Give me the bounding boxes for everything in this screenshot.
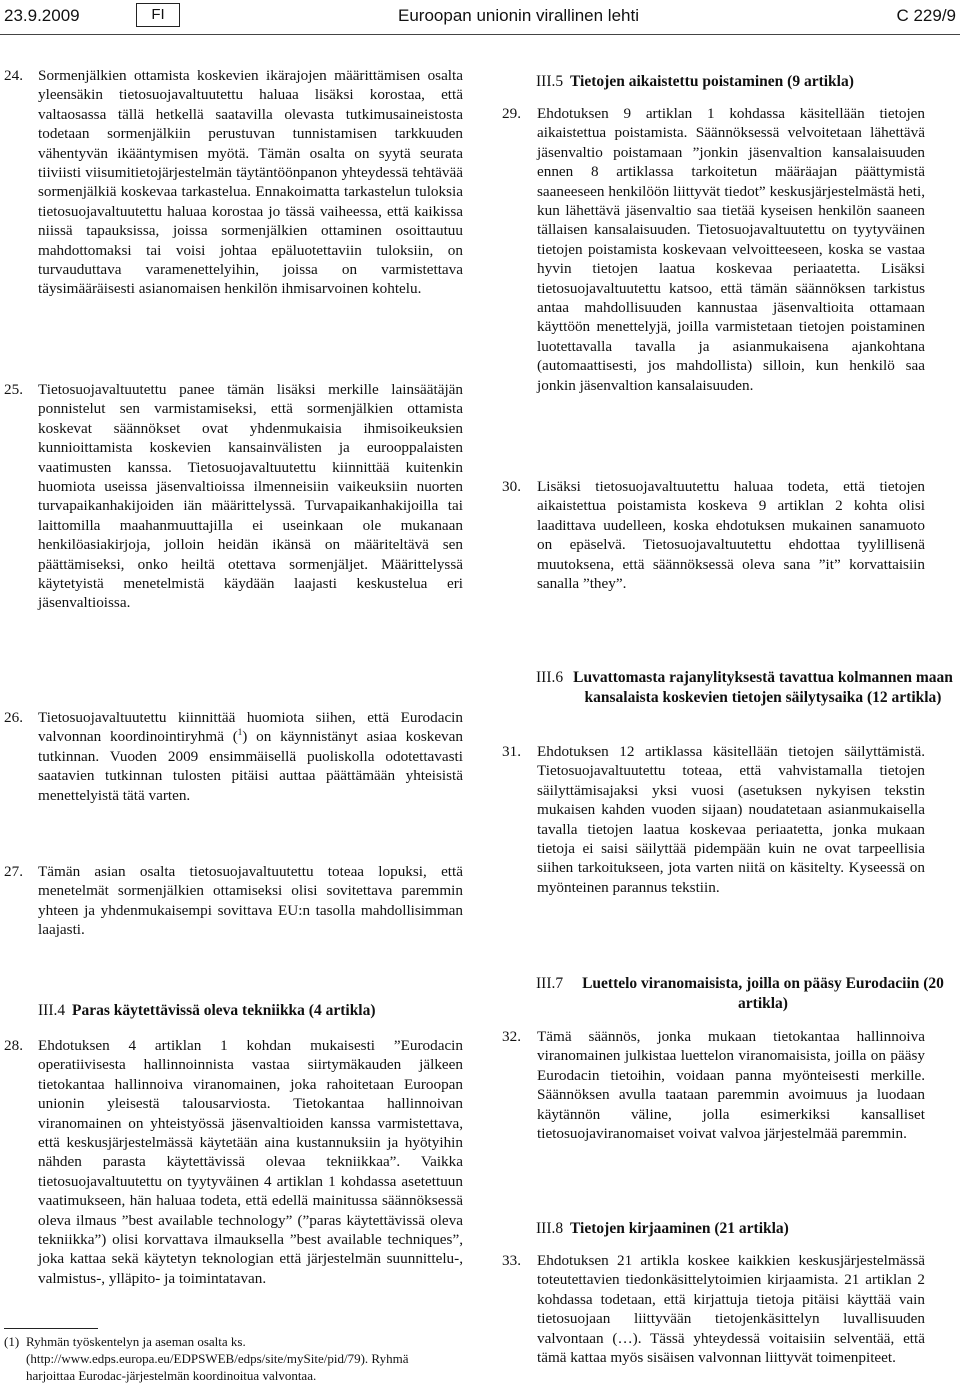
paragraph-text: Tietosuojavaltuutettu panee tämän lisäksi merkille lainsäätäjän ponnistelut sen varmistamiseksi, että sormenjälkien ottamista koskevat säännökset ovat yhdenmukaisia ihmisoikeuksien kunnioittamista koskevien kansainvälisten ja eurooppalaisten vaatimusten kanssa. Tietosuojavaltuutettu kiinnittää kuitenkin huomiota useissa jäsenvaltioissa ilmenneisiin vaikeuksiin nuorten turvapaikanhakijoiden iän määrittelyssä. Turvapaikanhakijoilla tai laittomilla maahanmuuttajilla ei useinkaan ole mukanaan henkilöasiakirjoja, jolloin heidän ikänsä on määriteltävä sen päättämiseksi, onko heiltä otettava sormenjäljet. Määrittelyssä käytetyistä menetelmistä käydään laajasti keskustelua eri jäsenvaltioissa. [38,381,463,612]
journal-title: Euroopan unionin virallinen lehti [398,6,639,25]
paragraph-text: Ehdotuksen 12 artiklassa käsitellään tietojen säilyttämistä. Tietosuojavaltuutettu toteaa, että vahvistamalla tietojen säilyttämisajaksi yksi vuosi (asetuksen nykyisen tekstin mukaisen kahden vuoden sijaan) noudatetaan asianmukaisella tavalla tietojen laatua koskevaa periaatetta, jonka mukaan tietoja ei saisi säilyttää pidempään kuin ne ovat tarpeellisia siihen tarkoitukseen, jota varten niitä on käsitelty. Kyseessä on myönteinen parannus tekstiin. [537,743,925,896]
paragraph-30 [502,477,925,593]
section-title: Luvattomasta rajanylityksestä tavattua kolmannen maan kansalaista koskevien tietojen säilytysaika (12 artikla) [573,669,953,706]
section-title: Paras käytettävissä oleva tekniikka (4 artikla) [72,1002,376,1019]
section-heading-III-5 [536,72,956,92]
paragraph-text-part: ) on käynnistänyt asiaa koskevan tutkinnan. Vuoden 2009 ensimmäisellä puoliskolla odotettavasti saatavien tutkinnan tulosten pitäisi auttaa päättämään yhteisistä menettelyistä tätä varten. [38,728,463,804]
section-title: Tietojen aikaistettu poistaminen (9 artikla) [570,73,854,90]
paragraph-text: Sormenjälkien ottamista koskevien ikärajojen määrittämisen osalta yleensäkin tietosuojavaltuutettu haluaa lisäksi korostaa, että valtaosassa tällä hetkellä saatavilla olevasta tutkimusaineistosta todetaan sormenjälkiin perustuvan tunnistamisen tarkkuuden vähentyvän ikääntymisen myötä. Tämän osalta on syytä seurata tiiviisti viisumitietojärjestelmän täytäntöönpanon yhteydessä tehtävää sormenjälkiä koskevaa tarkastelua. Ennakoimatta tarkastelun tuloksia tietosuojavaltuutettu haluaa korostaa jo tässä vaiheessa, että kaikissa niissä tapauksissa, joissa sormenjälkien ottaminen osoittautuu mahdottomaksi tai voisi johtaa epäluotettaviin tuloksiin, on turvauduttava varamenettelyihin, joissa on varmistettava täysimääräisesti asianomaisen henkilön ihmisarvoinen kohtelu. [38,67,463,298]
paragraph-number: 28. [4,1037,23,1054]
paragraph-text: Ehdotuksen 4 artiklan 1 kohdan mukaisesti ”Eurodacin operatiivisesta hallinnoinnista vastaa siirtymäkauden jälkeen tietokantaa hallinnoiva viranomainen, joka rahoitetaan Euroopan unionin yleisestä talousarviosta. Tietokantaa hallinnoivan viranomainen on yhteistyössä jäsenvaltioiden kanssa varmistettava, että keskusjärjestelmässä käytetään aina kustannuksiin ja hyötyihin nähden parasta käytettävissä olevaa tekniikkaa”. Vaikka tietosuojavaltuutettu on tyytyväinen 4 artiklan 1 kohdassa asetettuun vaatimukseen, hän haluaa todeta, että edellä mainitussa säännöksessä oleva ilmaus ”best available technology” (”paras käytettävissä oleva tekniikka”) olisi korvattava ilmauksella ”best available techniques”, joka kattaa sekä käytetyn teknologian että järjestelmän suunnittelu-, valmistus-, ylläpito- ja toimintatavan. [38,1037,463,1287]
paragraph-number: 27. [4,863,23,880]
paragraph-text-part: Tietosuojavaltuutettu kiinnittää huomiota siihen, että Eurodacin valvonnan koordinointiryhmä ( [38,709,463,746]
paragraph-number: 30. [502,478,521,495]
section-heading-III-8 [536,1219,956,1239]
page-reference: C 229/9 [896,6,956,25]
paragraph-text: Tämä säännös, jonka mukaan tietokantaa hallinnoiva viranomainen julkistaa luettelon viranomaisista, joilla on pääsy Eurodacin tietoihin, voidaan panna myönteisesti merkille. Säännöksen avulla taataan paremmin avoimuus ja luodaan käytännön väline, jolla esimerkiksi kansalliset tietosuojaviranomaiset voivat valvoa järjestelmää paremmin. [537,1028,925,1143]
paragraph-25 [4,380,463,613]
section-title: Luettelo viranomaisista, joilla on pääsy Eurodaciin (20 artikla) [582,975,944,1012]
issue-date: 23.9.2009 [4,6,80,25]
paragraph-27 [4,862,463,940]
paragraph-text: Tämän asian osalta tietosuojavaltuutettu toteaa lopuksi, että menetelmät sormenjälkien ottamiseksi olisi sovitettava paremmin yhteen ja yhdenmukaisempi sovittava EU:n tasolla mahdollisimman laajasti. [38,863,463,939]
section-heading-III-6 [536,668,956,707]
paragraph-31 [502,742,925,897]
language-code-box: FI [136,3,180,27]
paragraph-26 [4,708,463,805]
paragraph-24 [4,66,463,299]
paragraph-number: 25. [4,381,23,398]
section-heading-III-7 [536,974,956,1013]
paragraph-28 [4,1036,463,1288]
paragraph-29 [502,104,925,395]
paragraph-text: Ehdotuksen 21 artikla koskee kaikkien keskusjärjestelmässä toteutettavien tiedonkäsittelytoimien kirjaamista. 21 artiklan 2 kohdassa todetaan, että kirjattuja tietoja pitäisi käyttää vain tietosuojaan liittyvään tietojenkäsittelyn luvallisuuden valvontaan (…). Tässä yhteydessä voitaisiin selventää, että tämä kattaa myös sisäisen valvonnan liittyvät toimenpiteet. [537,1252,925,1367]
paragraph-number: 24. [4,67,23,84]
footnote [4,1333,460,1384]
paragraph-33 [502,1251,925,1367]
footnote-marker[interactable]: 1 [237,727,243,738]
header-rule [0,34,960,35]
footnote-rule [4,1328,98,1329]
paragraph-number: 31. [502,743,521,760]
paragraph-number: 32. [502,1028,521,1045]
paragraph-text: Lisäksi tietosuojavaltuutettu haluaa todeta, että tietojen aikaistettua poistamista koskeva 9 artiklan 2 kohta olisi laadittava uudelleen, koska ehdotuksen mukainen sanamuoto on epäselvä. Tietosuojavaltuutettu ehdottaa tyylillisenä muutoksena, että säännöksessä oleva sana ”it” korvattaisiin sanalla ”they”. [537,478,925,593]
section-number: III.7 [536,975,564,992]
paragraph-32 [502,1027,925,1143]
footnote-number: (1) [4,1334,20,1349]
section-title: Tietojen kirjaaminen (21 artikla) [570,1220,789,1237]
section-number: III.5 [536,73,564,90]
paragraph-number: 33. [502,1252,521,1269]
section-heading-III-4 [38,1001,463,1021]
paragraph-number: 29. [502,105,521,122]
page-header [0,0,960,34]
paragraph-text [38,708,463,805]
section-number: III.8 [536,1220,564,1237]
section-number: III.6 [536,669,564,686]
paragraph-text: Ehdotuksen 9 artiklan 1 kohdassa käsitellään tietojen aikaistettua poistamista. Säännöksessä velvoitetaan lähettävä jäsenvaltio poistamaan ”jonkin jäsenvaltion kansalaisuuden ennen 8 artiklassa tarkoitetun määräajan päättymistä saaneeseen henkilöön liittyvät tiedot” keskusjärjestelmästä heti, kun lähettävä jäsenvaltio saa tietää kyseisen henkilön saaneen tällaisen kansalaisuuden. Tietosuojavaltuutettu on tyytyväinen tietojen poistamista koskevaan velvoitteeseen, koska se vastaa hyvin tietojen laatua koskevaa periaatetta. Lisäksi tietosuojavaltuutettu katsoo, että tämän säännöksen tarkistus antaa mahdollisuuden kannustaa jäsenvaltioita ottamaan käyttöön menettelyjä, joilla varmistetaan tietojen poistaminen luotettavalla tavalla ja asianmukaisena ajankohtana (automaattisesti, jos mahdollista) silloin, kun henkilö saa jonkin jäsenvaltion kansalaisuuden. [537,105,925,394]
footnote-text: Ryhmän työskentelyn ja aseman osalta ks. (http://www.edps.europa.eu/EDPSWEB/edps/site/mySite/pid/79). Ryhmä harjoittaa Eurodac-järjestelmän koordinoitua valvontaa. [26,1334,409,1383]
section-number: III.4 [38,1002,66,1019]
paragraph-number: 26. [4,709,23,726]
